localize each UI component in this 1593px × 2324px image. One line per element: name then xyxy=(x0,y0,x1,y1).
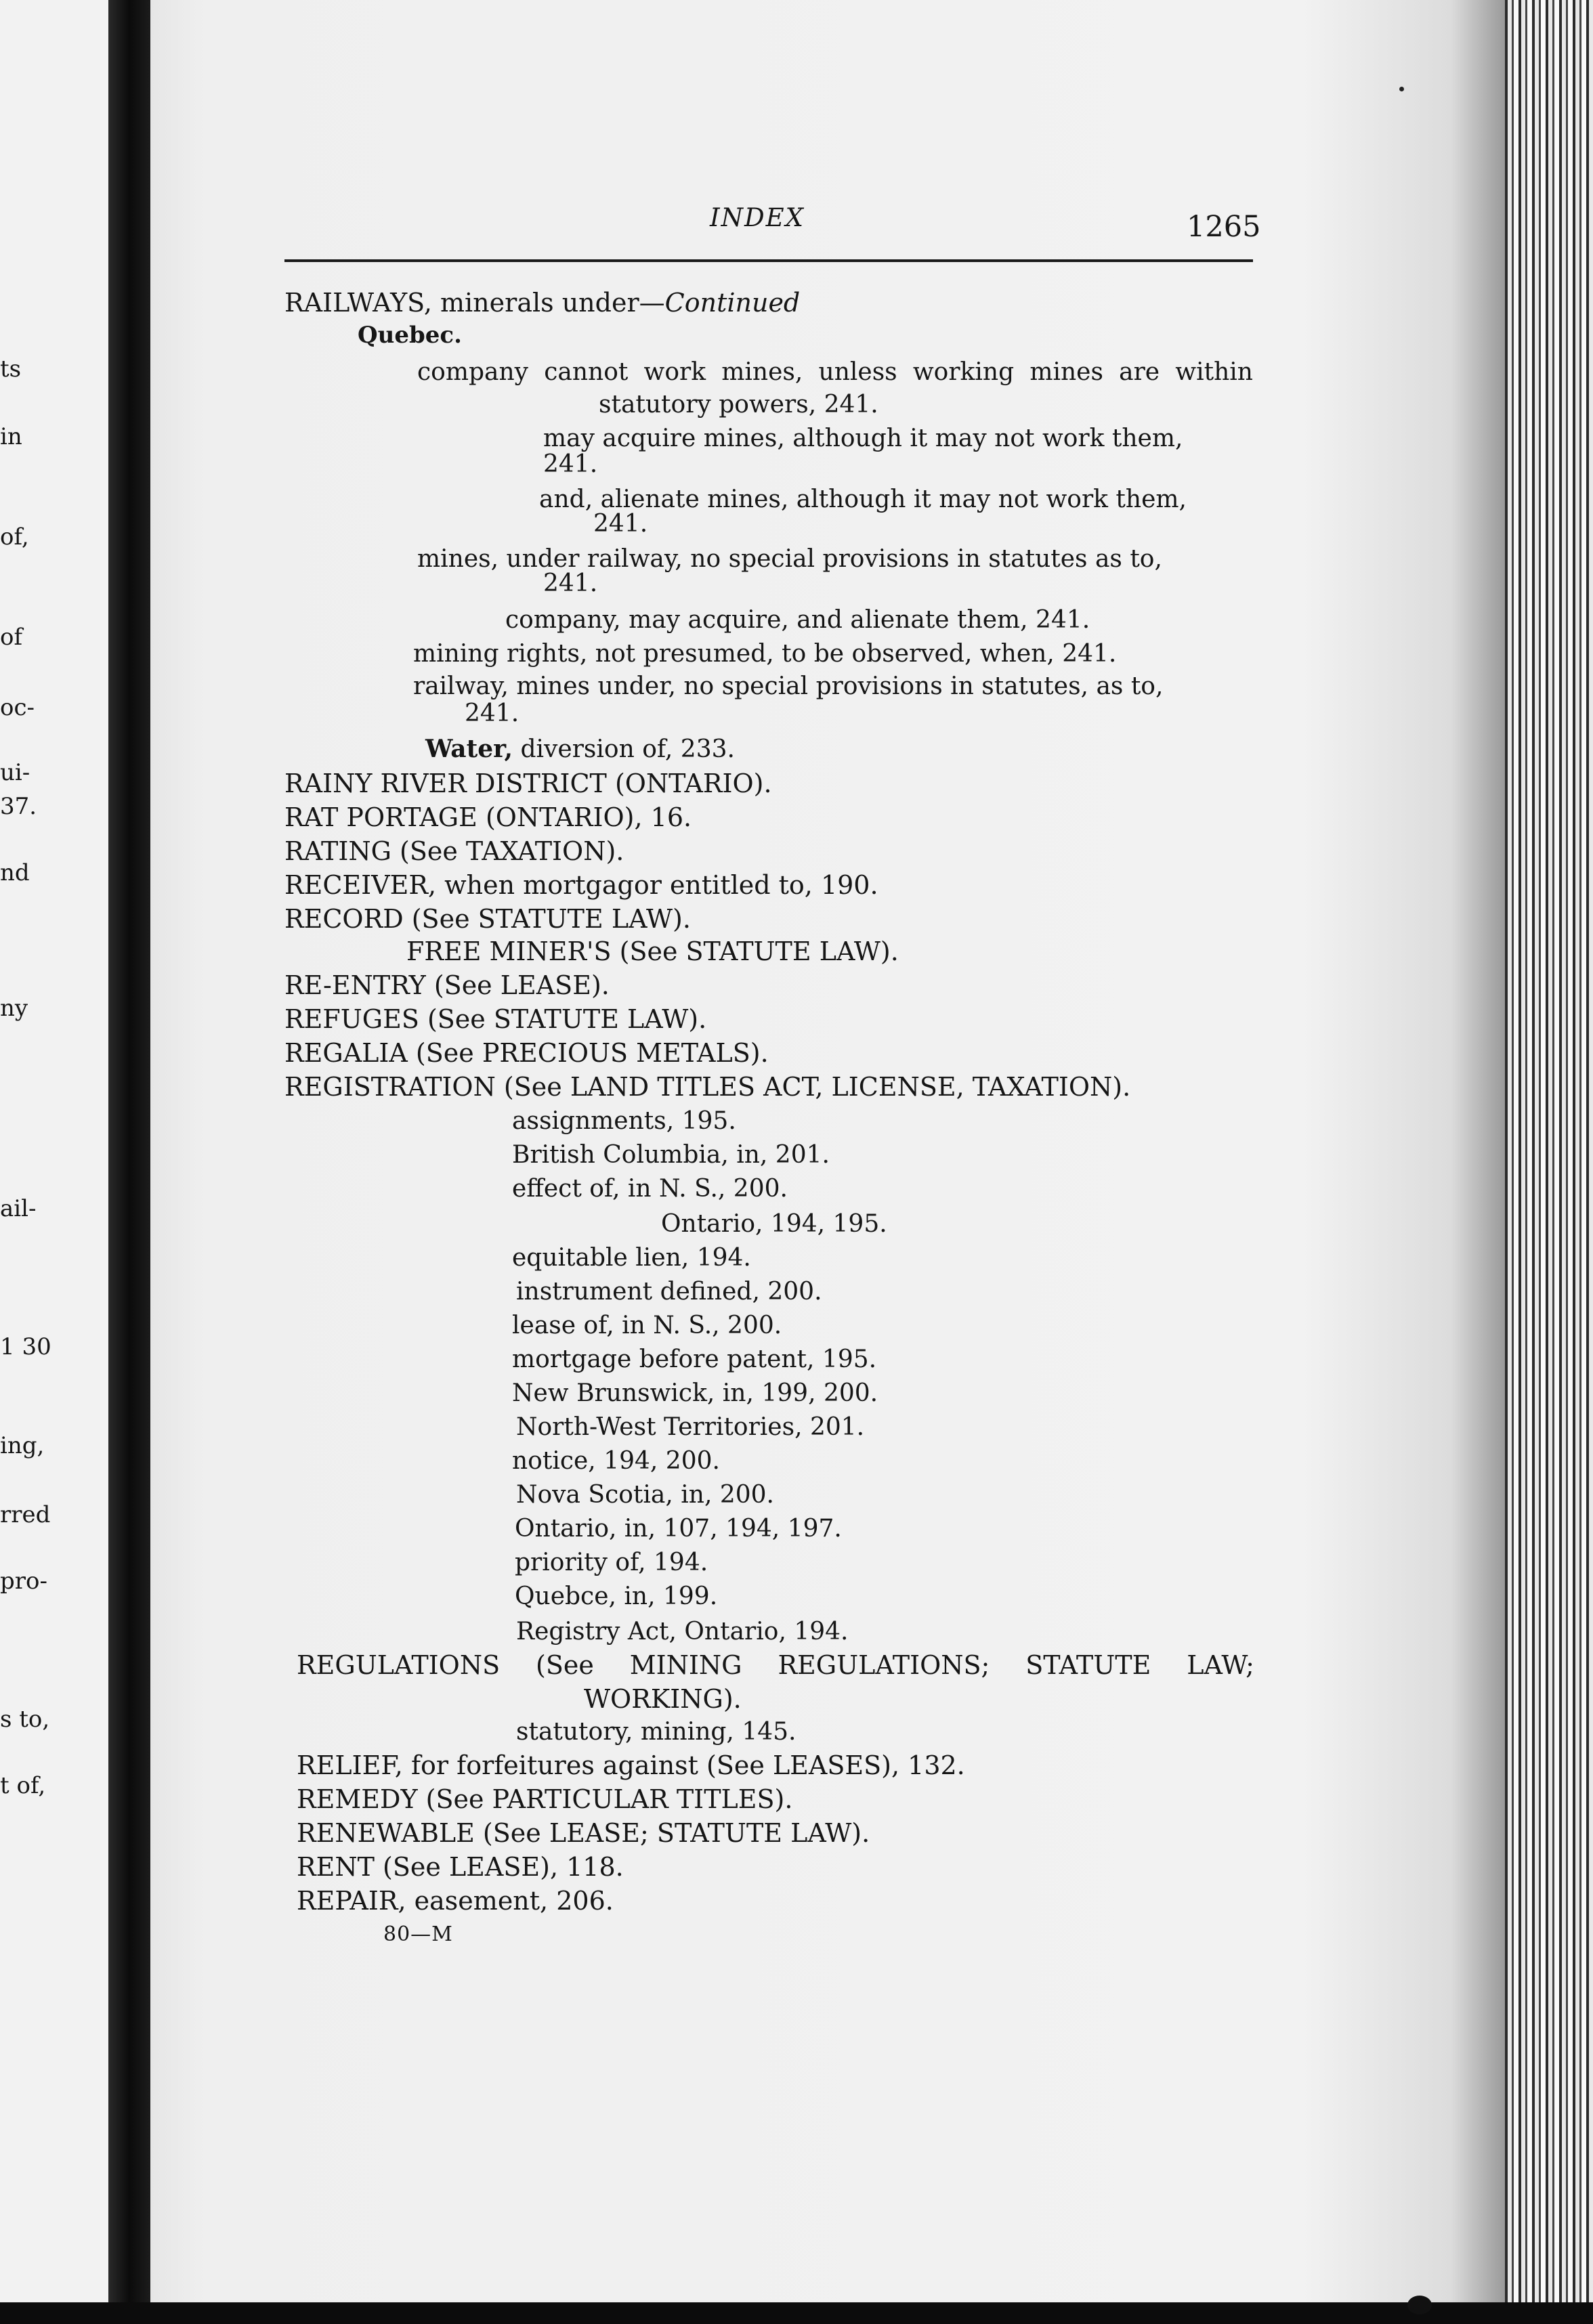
list-item: North-West Territories, 201. xyxy=(516,1413,865,1441)
subentry-text: company cannot work mines, unless working mines are within xyxy=(417,358,1253,386)
list-item: mortgage before patent, 195. xyxy=(512,1346,877,1373)
index-entry: RECEIVER, when mortgagor entitled to, 190. xyxy=(284,870,878,900)
fragment: pro- xyxy=(0,1568,47,1595)
list-item: British Columbia, in, 201. xyxy=(512,1141,830,1169)
regulations-word: MINING xyxy=(629,1650,742,1680)
index-subentry: and, alienate mines, although it may not work them, xyxy=(539,486,1187,513)
list-item: equitable lien, 194. xyxy=(512,1244,751,1272)
fragment: of xyxy=(0,624,23,651)
fragment: t of, xyxy=(0,1772,46,1799)
index-entry-regulations xyxy=(297,1652,1254,1678)
list-item: notice, 194, 200. xyxy=(512,1447,720,1475)
list-item: Ontario, in, 107, 194, 197. xyxy=(515,1515,842,1543)
index-entry-registration: REGISTRATION (See LAND TITLES ACT, LICENSE, TAXATION). xyxy=(284,1072,1131,1102)
fragment: ui- xyxy=(0,759,30,786)
list-item: Quebce, in, 199. xyxy=(515,1583,718,1610)
index-subentry: may acquire mines, although it may not work them, xyxy=(543,425,1183,452)
subentry-continuation: 241. xyxy=(593,510,648,538)
index-subentry: mining rights, not presumed, to be observed, when, 241. xyxy=(413,640,1117,668)
index-entry: REMEDY (See PARTICULAR TITLES). xyxy=(297,1784,793,1814)
index-subentry-water xyxy=(425,737,735,762)
list-item: New Brunswick, in, 199, 200. xyxy=(512,1379,878,1407)
list-item: effect of, in N. S., 200. xyxy=(512,1175,788,1203)
list-item: Ontario, 194, 195. xyxy=(661,1210,887,1238)
fragment: 1 30 xyxy=(0,1333,51,1360)
regulations-word: STATUTE xyxy=(1025,1650,1151,1680)
index-entry: RE-ENTRY (See LEASE). xyxy=(284,970,610,1000)
subentry-continuation: 241. xyxy=(543,450,598,478)
index-entry: RENEWABLE (See LEASE; STATUTE LAW). xyxy=(297,1818,870,1848)
entry-continuation: WORKING). xyxy=(584,1684,742,1714)
printer-signature: 80—M xyxy=(383,1922,453,1946)
index-entry: RATING (See TAXATION). xyxy=(284,836,624,866)
index-entry: RAINY RIVER DISTRICT (ONTARIO). xyxy=(284,769,772,798)
fragment: of, xyxy=(0,523,29,551)
regulations-word: LAW; xyxy=(1187,1650,1254,1680)
fragment: s to, xyxy=(0,1706,50,1733)
fragment: rred xyxy=(0,1501,51,1528)
index-subentry: railway, mines under, no special provisions in statutes, as to, xyxy=(413,672,1164,700)
entry-subject: minerals under— xyxy=(440,288,665,318)
regulations-word: REGULATIONS; xyxy=(778,1650,990,1680)
subentry-text: diversion of, 233. xyxy=(520,735,735,763)
index-entry: REGALIA (See PRECIOUS METALS). xyxy=(284,1038,769,1068)
fragment: ts xyxy=(0,356,22,383)
subentry-continuation: 241. xyxy=(465,700,519,727)
continued-label: Continued xyxy=(664,288,801,318)
fragment: 37. xyxy=(0,793,37,820)
subheading-water: Water, xyxy=(425,735,513,763)
list-item: Nova Scotia, in, 200. xyxy=(516,1481,774,1509)
regulations-word: (See xyxy=(536,1650,594,1680)
index-entry: RENT (See LEASE), 118. xyxy=(297,1852,624,1882)
entry-heading: RAILWAYS, xyxy=(284,288,432,318)
index-entry: RELIEF, for forfeitures against (See LEASES), 132. xyxy=(297,1750,965,1780)
index-entry: RAT PORTAGE (ONTARIO), 16. xyxy=(284,802,692,832)
index-entry: REFUGES (See STATUTE LAW). xyxy=(284,1004,707,1034)
regulations-word: REGULATIONS xyxy=(297,1650,501,1680)
running-head: INDEX xyxy=(710,203,805,232)
index-subentry: FREE MINER'S (See STATUTE LAW). xyxy=(406,937,899,966)
index-subentry: mines, under railway, no special provisions in statutes as to, xyxy=(417,545,1162,573)
index-entry: REPAIR, easement, 206. xyxy=(297,1886,614,1916)
index-subentry: statutory, mining, 145. xyxy=(516,1718,796,1746)
subheading-quebec: Quebec. xyxy=(358,322,462,349)
list-item: instrument defined, 200. xyxy=(516,1278,822,1306)
list-item: lease of, in N. S., 200. xyxy=(512,1312,782,1339)
index-entry: RECORD (See STATUTE LAW). xyxy=(284,904,691,934)
fragment: oc- xyxy=(0,694,35,721)
index-subentry xyxy=(417,360,1253,385)
index-entry-railways xyxy=(284,290,800,316)
fragment: in xyxy=(0,423,22,450)
subentry-continuation: statutory powers, 241. xyxy=(599,391,878,418)
index-subentry: company, may acquire, and alienate them, 241. xyxy=(505,606,1090,634)
page-number: 1265 xyxy=(1187,210,1261,244)
fragment: ny xyxy=(0,995,28,1022)
fragment: ing, xyxy=(0,1432,45,1459)
fragment: nd xyxy=(0,859,30,886)
subentry-continuation: 241. xyxy=(543,569,598,597)
list-item: priority of, 194. xyxy=(515,1549,708,1576)
list-item: assignments, 195. xyxy=(512,1107,736,1135)
fragment: ail- xyxy=(0,1195,37,1222)
list-item: Registry Act, Ontario, 194. xyxy=(516,1618,849,1645)
